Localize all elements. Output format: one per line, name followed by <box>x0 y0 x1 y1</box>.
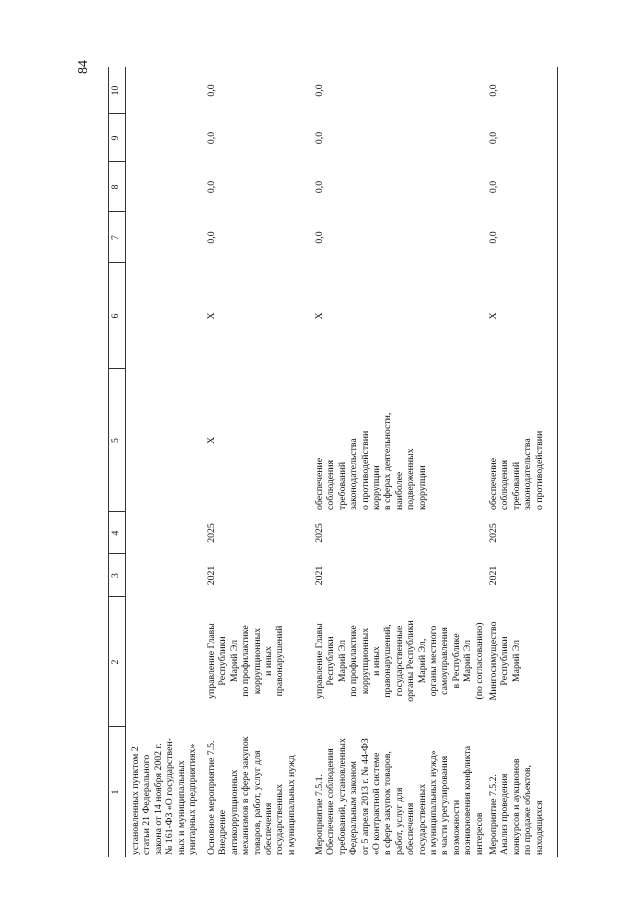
row1-col4-end: 2025 <box>206 523 217 543</box>
row3-col6: X <box>488 312 499 320</box>
header-col-9: 9 <box>110 135 121 141</box>
row1-col3-start: 2021 <box>206 565 217 586</box>
row2-col10: 0,0 <box>314 84 325 97</box>
row3-col3-start: 2021 <box>488 565 499 586</box>
row2-col2-executor: управление Главы Республики Марий Эл по профилактике коррупционных и иных правонарушений, государственные органы Республики Марий Эл, органы местного самоуправления в Республике Марий Эл (по согласованию) <box>314 620 485 702</box>
row1-col6: X <box>206 312 217 320</box>
row1-col8: 0,0 <box>206 180 217 194</box>
row2-col6: X <box>314 312 325 320</box>
row2-col4-end: 2025 <box>314 523 325 543</box>
header-col-8: 8 <box>110 184 121 190</box>
row3-col5-result: обеспечение соблюдения требований законодательства о противодействии <box>488 430 545 510</box>
header-col-10: 10 <box>110 85 121 96</box>
row3-col8: 0,0 <box>488 180 499 194</box>
row1-col10: 0,0 <box>206 84 217 97</box>
header-col-6: 6 <box>110 313 121 319</box>
row3-col7: 0,0 <box>488 231 499 244</box>
row1-col7: 0,0 <box>206 231 217 244</box>
row2-col8: 0,0 <box>314 180 325 194</box>
row1-col9: 0,0 <box>206 131 217 145</box>
row2-col1-title: Мероприятие 7.5.1. Обеспечение соблюдения требований, установленных Федеральным законом от 5 апреля 2013 г. № 44-ФЗ «О контрактной системе в сфере закупок товаров, работ, услуг для обеспечения государственных и муниципальных нужд» в части урегулирования возможности возникновения конфликта интересов <box>314 738 485 855</box>
row2-col5-result: обеспечение соблюдения требований законодательства о противодействии коррупции в сферах деятельности, наиболее подверженных коррупции <box>314 412 428 510</box>
data-table <box>108 67 558 857</box>
row3-col2-executor: Мингосимущество Республики Марий Эл <box>488 621 522 701</box>
row3-col4-end: 2025 <box>488 523 499 543</box>
row1-col1-title: Основное мероприятие 7.5. Внедрение антикоррупционных механизмов в сфере закупок товаров, работ, услуг для обеспечения государственных и муниципальных нужд <box>206 736 297 855</box>
row3-col1-title: Мероприятие 7.5.2. Анализ проведения конкурсов и аукционов по продаже объектов, находящихся <box>488 758 545 855</box>
row1-col5-result: X <box>206 436 217 445</box>
header-bottom-border <box>125 67 126 857</box>
row1-col2-executor: управление Главы Республики Марий Эл по профилактике коррупционных и иных правонарушений <box>206 623 286 699</box>
table-bottom-border <box>557 67 558 857</box>
row3-col9: 0,0 <box>488 131 499 145</box>
row3-col10: 0,0 <box>488 84 499 97</box>
row2-col3-start: 2021 <box>314 565 325 586</box>
table-top-border <box>108 67 109 857</box>
header-col-3: 3 <box>110 573 121 578</box>
continuation-text: установленных пунктом 2 статьи 21 Федерального закона от 14 ноября 2002 г. № 161-ФЗ «О государствен- ных и муниципальных унитарных предприятиях» <box>130 738 199 855</box>
header-col-7: 7 <box>110 235 121 240</box>
row2-col7: 0,0 <box>314 231 325 244</box>
header-col-2: 2 <box>110 659 121 665</box>
page-number: 84 <box>76 60 91 74</box>
header-col-1: 1 <box>110 789 121 795</box>
header-col-4: 4 <box>110 530 121 536</box>
row2-col9: 0,0 <box>314 131 325 145</box>
header-col-5: 5 <box>110 438 121 443</box>
